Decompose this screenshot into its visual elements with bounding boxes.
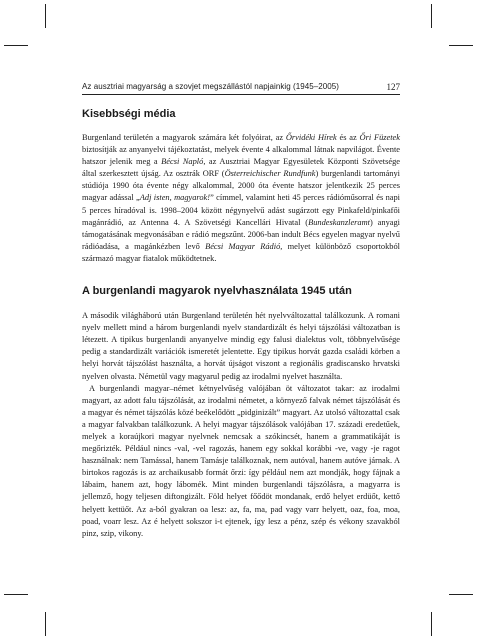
text-run: és az xyxy=(336,133,360,142)
crop-mark-bottom-right-h xyxy=(449,594,473,595)
language-paragraph-2: A burgenlandi magyar–német kétnyelvűség valójában öt változatot takar: az irodalmi magyart, az adott falu tájszólását, az irodalmi németet, a környező falvak német tájszólását és a magyar és német tájszólás közé beékelődött „pidginizált” magyart. Az utolsó változattal csak a magyar falvakban találkozunk. A helyi magyar tájszólások valójában 17. századi eredetűek, melyek a koraújkori magyar nyelvnek nemcsak a szókincsét, hanem a grammatikáját is megőrizték. Például nincs -val, -vel ragozás, hanem egy sokkal korábbi -ve, vagy -je ragot használnak: nem Tamással, hanem Tamásje találkoznak, nem autóval, hanem autóve járnak. A birtokos ragozás is az archaikusabb formát őrzi: így például nem azt mondják, hogy fájnak a lábaim, hanem azt, hogy lábomék. Mint minden burgenlandi tájszólásra, a magyarra is jellemző, hogy teljesen diftongizált. Föld helyet főődöt mondanak, erdő helyet erdüőt, kettő helyett kettüőt. Az a-ból gyakran oa lesz: az, fa, ma, pad vagy varr helyett, oaz, foa, moa, poad, voarr lesz. Az é helyett sokszor i-t ejtenek, így lesz a pénz, szép és vékony szavakból pinz, szip, vikony. xyxy=(82,383,400,538)
title-adj-isten-magyarok: Adj isten, magyarok! xyxy=(139,193,211,203)
title-ori-fuzetek: Őri Füzetek xyxy=(359,133,400,142)
media-paragraph xyxy=(82,132,400,265)
language-paragraph-1: A második világháború után Burgenland területén hét nyelvváltozattal találkozunk. A romani nyelv mellett mind a három burgenlandi nyelv standardizált és helyi tájszólási változatban is létezett. A tipikus burgenlandi anyanyelve mindig egy falusi dialektus volt, többnyelvűsége pedig a standardizált variációk ismeretét jelentette. Egy tipikus horvát gazda családi körben a helyi horvát tájszólást használta, a horvát újságot viszont a regionális gradiscansko hrvatski nyelven olvasta. Németül vagy magyarul pedig az irodalmi nyelvet használta. xyxy=(82,311,400,381)
section-heading-language-use: A burgenlandi magyarok nyelvhasználata 1945 után xyxy=(82,285,352,298)
running-head xyxy=(82,82,400,95)
text-run: ) anyagi támogatásának megvonásában e rádió megszűnt. 2006-ban indult Bécs egyelen magyar nyelvű rádióadása, a magánkézben levő xyxy=(82,217,400,251)
section-heading-media: Kisebbségi média xyxy=(82,108,176,120)
term-osterreichischer-rundfunk: Österreichischer Rundfunk xyxy=(224,169,316,179)
text-run: , az Ausztriai Magyar Egyesületek Központi Szövetsége által szerkesztett újság. Az osztrák ORF ( xyxy=(82,157,400,179)
book-page xyxy=(82,82,400,540)
crop-mark-top-left-v xyxy=(45,4,46,28)
crop-mark-top-right-v xyxy=(431,4,432,28)
text-run: , melyet különböző csoportokból származó magyar fiatalok működtetnek. xyxy=(82,241,400,263)
title-orvideki-hirek: Őrvidéki Hírek xyxy=(285,133,337,142)
text-run: ” címmel, valamint heti 45 perces rádióműsorral és napi 5 perces híradóval is. 1998–2004 között négynyelvű adást sugárzott egy Pinkafeld/pinkafői magánrádió, az Antenna 4. A Szövetségi Kancellári Hivatal ( xyxy=(82,193,401,227)
crop-mark-bottom-left-h xyxy=(4,594,28,595)
title-becsi-magyar-radio: Bécsi Magyar Rádió xyxy=(205,241,281,251)
page-number: 127 xyxy=(386,82,400,92)
crop-mark-bottom-right-v xyxy=(431,612,432,636)
text-run: ) burgenlandi tartományi stúdiója 1990 óta évente négy alkalommal, 2000 óta évente hatszor jelentkezik 25 perces magyar adással „ xyxy=(82,169,400,203)
text-run: biztosítják az anyanyelvi tájékoztatást, melyek évente 4 alkalommal látnak napvilágot. Évente hatszor jelenik meg a xyxy=(82,145,400,167)
running-head-title: Az ausztriai magyarság a szovjet megszállástól napjainkig (1945–2005) xyxy=(82,82,339,91)
term-bundeskanzleramt: Bundeskanzleramt xyxy=(308,217,370,227)
title-becsi-naplo: Bécsi Napló xyxy=(161,157,204,167)
crop-mark-bottom-left-v xyxy=(45,612,46,636)
crop-mark-top-right-h xyxy=(449,45,473,46)
text-run: Burgenland területén a magyarok számára két folyóirat, az xyxy=(82,133,286,142)
crop-mark-top-left-h xyxy=(4,45,28,46)
